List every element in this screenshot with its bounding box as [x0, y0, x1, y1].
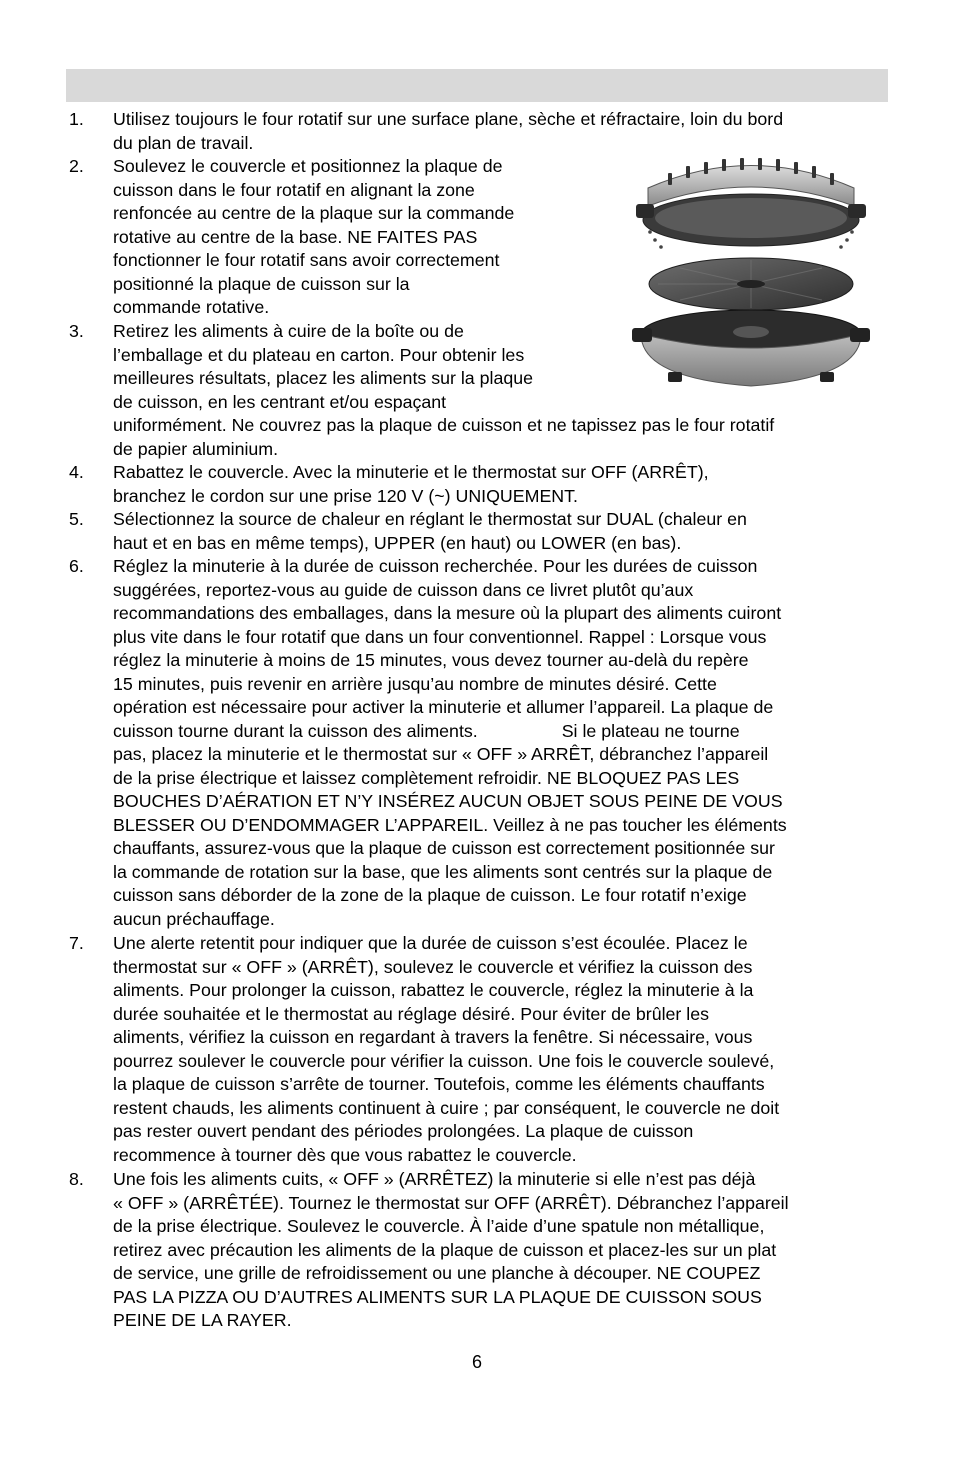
- item-number: 3.: [69, 321, 84, 341]
- text-line: aliments. Pour prolonger la cuisson, rabattez le couvercle, réglez la minuterie à la: [113, 980, 754, 1000]
- item-number: 6.: [69, 556, 84, 576]
- text-line: cuisson tourne durant la cuisson des aliments. Si le plateau ne tourne: [113, 720, 740, 741]
- text-line: Une fois les aliments cuits, « OFF » (ARRÊTEZ) la minuterie si elle n’est pas déjà: [113, 1169, 756, 1189]
- text-line: de la prise électrique et laissez complètement refroidir. NE BLOQUEZ PAS LES: [113, 767, 740, 788]
- text-line: pourrez soulever le couvercle pour vérifier la cuisson. Une fois le couvercle soulevé,: [113, 1050, 775, 1071]
- text-line: la commande de rotation sur la base, que les aliments sont centrés sur la plaque de: [113, 861, 773, 882]
- text-line: restent chauds, les aliments continuent à cuire ; par conséquent, le couvercle ne doit: [113, 1097, 780, 1118]
- item-number: 4.: [69, 462, 84, 482]
- page-number: 6: [471, 1352, 482, 1372]
- text-line: de la prise électrique. Soulevez le couvercle. À l’aide d’une spatule non métallique,: [113, 1216, 765, 1236]
- text-line: chauffants, assurez-vous que la plaque de cuisson est correctement positionnée sur: [113, 838, 775, 858]
- item-text: [113, 508, 889, 555]
- text-line: Sélectionnez la source de chaleur en réglant le thermostat sur DUAL (chaleur en: [113, 509, 747, 529]
- section-header-bar: [66, 69, 888, 102]
- text-line: de cuisson, en les centrant et/ou espaçant: [113, 391, 447, 412]
- text-line: positionné la plaque de cuisson sur la: [113, 273, 410, 294]
- text-line: plus vite dans le four rotatif que dans un four conventionnel. Rappel : Lorsque vous: [113, 626, 767, 647]
- item-number: 8.: [69, 1169, 84, 1189]
- text-line: Utilisez toujours le four rotatif sur une surface plane, sèche et réfractaire, loin du bord: [113, 109, 784, 129]
- text-line: réglez la minuterie à moins de 15 minutes, vous devez tourner au-delà du repère: [113, 650, 749, 670]
- item-number: 5.: [69, 509, 84, 529]
- oven-base: [632, 310, 870, 386]
- rotating-oven-illustration: [628, 148, 874, 396]
- text-line: renfoncée au centre de la plaque sur la commande: [113, 203, 515, 223]
- text-line: pas rester ouvert pendant des périodes prolongées. La plaque de cuisson: [113, 1121, 694, 1141]
- text-line: branchez le cordon sur une prise 120 V (~) UNIQUEMENT.: [113, 485, 578, 506]
- text-line: meilleures résultats, placez les aliments sur la plaque: [113, 368, 534, 388]
- text-line: opération est nécessaire pour activer la minuterie et allumer l’appareil. La plaque de: [113, 697, 774, 717]
- text-line: retirez avec précaution les aliments de la plaque de cuisson et placez-les sur un plat: [113, 1239, 777, 1260]
- text-line: aliments, vérifiez la cuisson en regardant à travers la fenêtre. Si nécessaire, vous: [113, 1027, 753, 1047]
- text-line: BOUCHES D’AÉRATION ET N’Y INSÉREZ AUCUN OBJET SOUS PEINE DE VOUS: [113, 791, 783, 811]
- text-line: commande rotative.: [113, 297, 270, 317]
- text-line: Rabattez le couvercle. Avec la minuterie et le thermostat sur OFF (ARRÊT),: [113, 462, 709, 482]
- text-line: la plaque de cuisson s’arrête de tourner. Toutefois, comme les éléments chauffants: [113, 1074, 765, 1094]
- text-line: cuisson dans le four rotatif en alignant la zone: [113, 179, 475, 200]
- item-number: 2.: [69, 156, 84, 176]
- text-line: BLESSER OU D’ENDOMMAGER L’APPAREIL. Veillez à ne pas toucher les éléments: [113, 814, 787, 835]
- text-line: du plan de travail.: [113, 132, 254, 153]
- text-line: de papier aluminium.: [113, 438, 279, 459]
- text-line: fonctionner le four rotatif sans avoir correctement: [113, 250, 500, 270]
- text-line: Retirez les aliments à cuire de la boîte ou de: [113, 321, 464, 341]
- oven-lid: [636, 158, 866, 249]
- item-number: 7.: [69, 933, 84, 953]
- text-line: Soulevez le couvercle et positionnez la plaque de: [113, 156, 503, 176]
- text-line: PEINE DE LA RAYER.: [113, 1310, 292, 1330]
- text-line: uniformément. Ne couvrez pas la plaque de cuisson et ne tapissez pas le four rotatif: [113, 415, 775, 435]
- text-line: l’emballage et du plateau en carton. Pour obtenir les: [113, 344, 525, 365]
- item-text: [113, 932, 889, 1167]
- item-text: [113, 461, 889, 508]
- text-line: pas, placez la minuterie et le thermostat sur « OFF » ARRÊT, débranchez l’appareil: [113, 744, 769, 764]
- text-line: recommandations des emballages, dans la mesure où la plupart des aliments cuiront: [113, 603, 782, 623]
- text-line: suggérées, reportez-vous au guide de cuisson dans ce livret plutôt qu’aux: [113, 579, 694, 600]
- text-line: de service, une grille de refroidissement ou une planche à découper. NE COUPEZ: [113, 1263, 761, 1283]
- cooking-plate: [649, 258, 853, 310]
- item-text: [113, 555, 889, 931]
- text-line: haut et en bas en même temps), UPPER (en haut) ou LOWER (en bas).: [113, 532, 682, 553]
- item-text: [113, 155, 603, 320]
- text-line: PAS LA PIZZA OU D’AUTRES ALIMENTS SUR LA PLAQUE DE CUISSON SOUS: [113, 1286, 762, 1307]
- text-line: thermostat sur « OFF » (ARRÊT), soulevez le couvercle et vérifiez la cuisson des: [113, 956, 753, 977]
- text-line: rotative au centre de la base. NE FAITES PAS: [113, 226, 478, 247]
- text-line: cuisson sans déborder de la zone de la plaque de cuisson. Le four rotatif n’exige: [113, 885, 747, 905]
- text-line: aucun préchauffage.: [113, 908, 275, 929]
- item-number: 1.: [69, 109, 84, 129]
- text-line: recommence à tourner dès que vous rabattez le couvercle.: [113, 1144, 577, 1165]
- item-text: [113, 1168, 889, 1333]
- text-line: Une alerte retentit pour indiquer que la durée de cuisson s’est écoulée. Placez le: [113, 933, 748, 953]
- text-line: 15 minutes, puis revenir en arrière jusqu’au nombre de minutes désiré. Cette: [113, 673, 717, 694]
- text-line: « OFF » (ARRÊTÉE). Tournez le thermostat sur OFF (ARRÊT). Débranchez l’appareil: [113, 1192, 789, 1213]
- text-line: Réglez la minuterie à la durée de cuisson recherchée. Pour les durées de cuisson: [113, 556, 758, 576]
- text-line: durée souhaitée et le thermostat au réglage désiré. Pour éviter de brûler les: [113, 1003, 710, 1024]
